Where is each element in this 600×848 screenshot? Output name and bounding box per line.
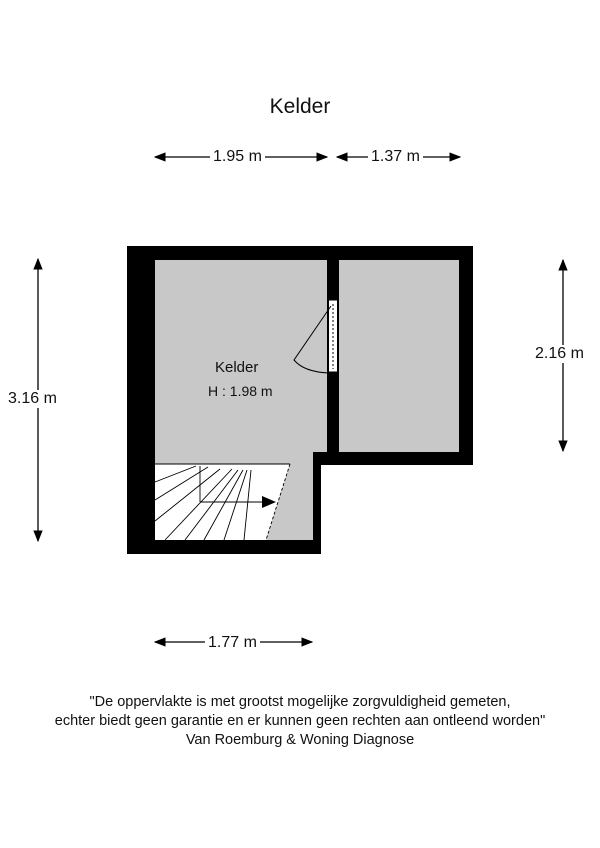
- disclaimer-line-3: Van Roemburg & Woning Diagnose: [185, 732, 415, 748]
- disclaimer-line-1: "De oppervlakte is met grootst mogelijke zorgvuldigheid gemeten,: [89, 694, 511, 710]
- room-height: H : 1.98 m: [208, 383, 273, 399]
- disclaimer: [0, 693, 600, 750]
- dim-label-left: 3.16 m: [5, 390, 60, 408]
- staircase: [155, 464, 290, 540]
- dim-label-top-left: 1.95 m: [210, 148, 265, 166]
- dim-label-top-right: 1.37 m: [368, 148, 423, 166]
- dim-label-right: 2.16 m: [532, 345, 587, 363]
- floor-title: Kelder: [269, 95, 331, 118]
- room-floor-storage: [339, 260, 459, 452]
- disclaimer-line-2: echter biedt geen garantie en er kunnen geen rechten aan ontleend worden": [54, 713, 546, 729]
- dim-label-bottom: 1.77 m: [205, 634, 260, 652]
- room-name: Kelder: [215, 359, 259, 376]
